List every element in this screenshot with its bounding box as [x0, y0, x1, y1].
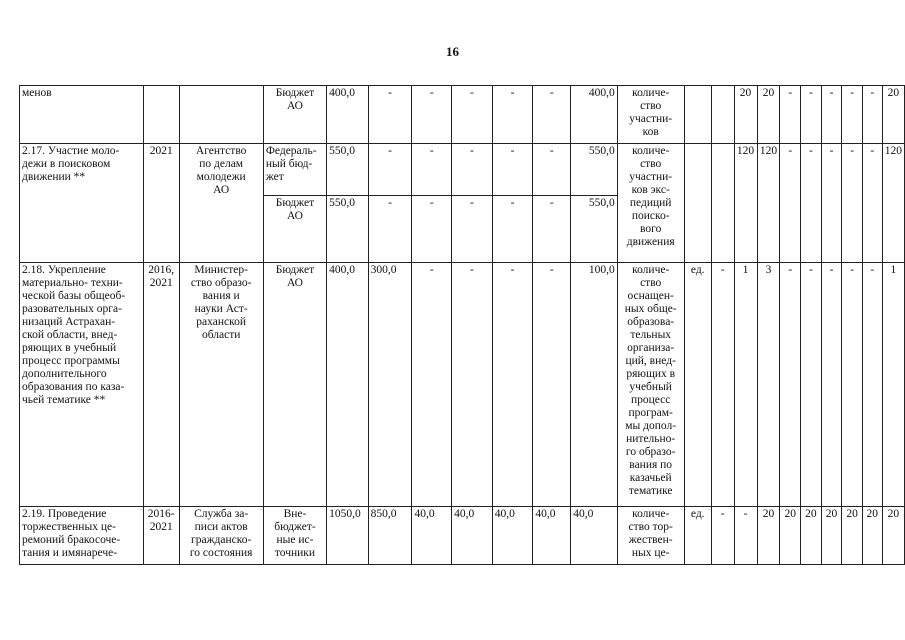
year-2016-cell: - [368, 196, 412, 263]
year-2019-cell: 40,0 [492, 507, 533, 565]
indicator-value-cell: - [734, 507, 757, 565]
indicator-value-cell: 20 [842, 507, 863, 565]
table-row [20, 507, 905, 565]
year-2020-cell: - [533, 196, 571, 263]
unit-cell: ед. [684, 263, 711, 507]
funding-source-cell: Бюджет АО [263, 86, 326, 144]
year-2021-cell: 100,0 [571, 263, 618, 507]
indicator-value-cell: 20 [734, 86, 757, 144]
executor-cell [179, 86, 263, 144]
period-cell: 2021 [143, 144, 179, 263]
indicator-value-cell: 120 [734, 144, 757, 263]
page-number: 16 [446, 44, 459, 59]
indicator-cell: количе- ство тор- жествен- ных це- [617, 507, 684, 565]
year-2021-cell: 550,0 [571, 196, 618, 263]
indicator-value-cell: 120 [757, 144, 780, 263]
year-2016-cell: 300,0 [368, 263, 412, 507]
indicator-value-cell: 20 [882, 507, 904, 565]
total-cell: 550,0 [327, 196, 369, 263]
funding-source-cell: Федераль- ный бюд- жет [263, 144, 326, 196]
year-2020-cell: - [533, 86, 571, 144]
year-2020-cell: - [533, 144, 571, 196]
indicator-value-cell: - [842, 263, 863, 507]
table-row [20, 263, 905, 507]
year-2021-cell: 400,0 [571, 86, 618, 144]
measure-name-cell: 2.18. Укрепление материально- техни- ческой базы общеоб- разовательных орга- низаций Астрахан- ской области, внед- ряющих в учебный процесс программы дополнительного образования по каза- чьей тематике ** [20, 263, 144, 507]
unit-cell: ед. [684, 507, 711, 565]
indicator-value-cell: - [780, 86, 801, 144]
year-2018-cell: - [452, 196, 493, 263]
indicator-value-cell: - [821, 86, 842, 144]
indicator-value-cell: - [780, 263, 801, 507]
indicator-cell: количе- ство оснащен- ных обще- образова- тельных организа- ций, внед- ряющих в учебный процесс програм- мы допол- нительно- го образо- вания по казачьей тематике [617, 263, 684, 507]
period-cell: 2016- 2021 [143, 507, 179, 565]
indicator-value-cell: 20 [882, 86, 904, 144]
executor-cell: Служба за- писи актов гражданско- го состояния [179, 507, 263, 565]
period-cell: 2016, 2021 [143, 263, 179, 507]
year-2017-cell: 40,0 [412, 507, 452, 565]
year-2017-cell: - [412, 86, 452, 144]
funding-source-cell: Бюджет АО [263, 196, 326, 263]
indicator-value-cell: 20 [757, 86, 780, 144]
indicator-value-cell: 20 [780, 507, 801, 565]
budget-table [19, 85, 905, 565]
indicator-value-cell: - [801, 86, 822, 144]
indicator-value-cell: - [842, 86, 863, 144]
executor-cell: Министер- ство образо- вания и науки Аст- раханской области [179, 263, 263, 507]
year-2016-cell: - [368, 144, 412, 196]
indicator-value-cell: 20 [801, 507, 822, 565]
year-2018-cell: - [452, 144, 493, 196]
year-2020-cell: 40,0 [533, 507, 571, 565]
indicator-value-cell: 20 [862, 507, 882, 565]
indicator-value-cell: 120 [882, 144, 904, 263]
indicator-cell: количе- ство участни- ков [617, 86, 684, 144]
indicator-value-cell: - [862, 263, 882, 507]
year-2016-cell: - [368, 86, 412, 144]
year-2017-cell: - [412, 196, 452, 263]
indicator-value-cell: - [711, 507, 734, 565]
total-cell: 400,0 [327, 263, 369, 507]
year-2019-cell: - [492, 86, 533, 144]
unit-cell [684, 86, 711, 144]
indicator-value-cell: 20 [821, 507, 842, 565]
total-cell: 400,0 [327, 86, 369, 144]
indicator-cell: количе- ство участни- ков экс- педиций поиско- вого движения [617, 144, 684, 263]
unit-cell [684, 144, 711, 263]
year-2018-cell: - [452, 263, 493, 507]
indicator-value-cell: - [862, 86, 882, 144]
indicator-value-cell: 3 [757, 263, 780, 507]
indicator-value-cell: - [801, 263, 822, 507]
measure-name-cell: 2.19. Проведение торжественных це- ремоний бракосоче- тания и имянарече- [20, 507, 144, 565]
year-2019-cell: - [492, 196, 533, 263]
indicator-value-cell: - [862, 144, 882, 263]
year-2019-cell: - [492, 263, 533, 507]
year-2016-cell: 850,0 [368, 507, 412, 565]
indicator-value-cell: - [780, 144, 801, 263]
indicator-value-cell: - [842, 144, 863, 263]
year-2020-cell: - [533, 263, 571, 507]
indicator-value-cell: - [801, 144, 822, 263]
indicator-value-cell [711, 86, 734, 144]
period-cell [143, 86, 179, 144]
funding-source-cell: Бюджет АО [263, 263, 326, 507]
measure-name-cell: 2.17. Участие моло- дежи в поисковом движении ** [20, 144, 144, 263]
indicator-value-cell [711, 144, 734, 263]
executor-cell: Агентство по делам молодежи АО [179, 144, 263, 263]
table-row [20, 144, 905, 196]
indicator-value-cell: - [711, 263, 734, 507]
indicator-value-cell: - [821, 144, 842, 263]
year-2019-cell: - [492, 144, 533, 196]
indicator-value-cell: - [821, 263, 842, 507]
indicator-value-cell: 1 [734, 263, 757, 507]
indicator-value-cell: 20 [757, 507, 780, 565]
year-2021-cell: 40,0 [571, 507, 618, 565]
total-cell: 1050,0 [327, 507, 369, 565]
year-2018-cell: 40,0 [452, 507, 493, 565]
total-cell: 550,0 [327, 144, 369, 196]
year-2017-cell: - [412, 144, 452, 196]
year-2017-cell: - [412, 263, 452, 507]
funding-source-cell: Вне- бюджет- ные ис- точники [263, 507, 326, 565]
measure-name-cell: менов [20, 86, 144, 144]
indicator-value-cell: 1 [882, 263, 904, 507]
year-2018-cell: - [452, 86, 493, 144]
table-row [20, 86, 905, 144]
year-2021-cell: 550,0 [571, 144, 618, 196]
